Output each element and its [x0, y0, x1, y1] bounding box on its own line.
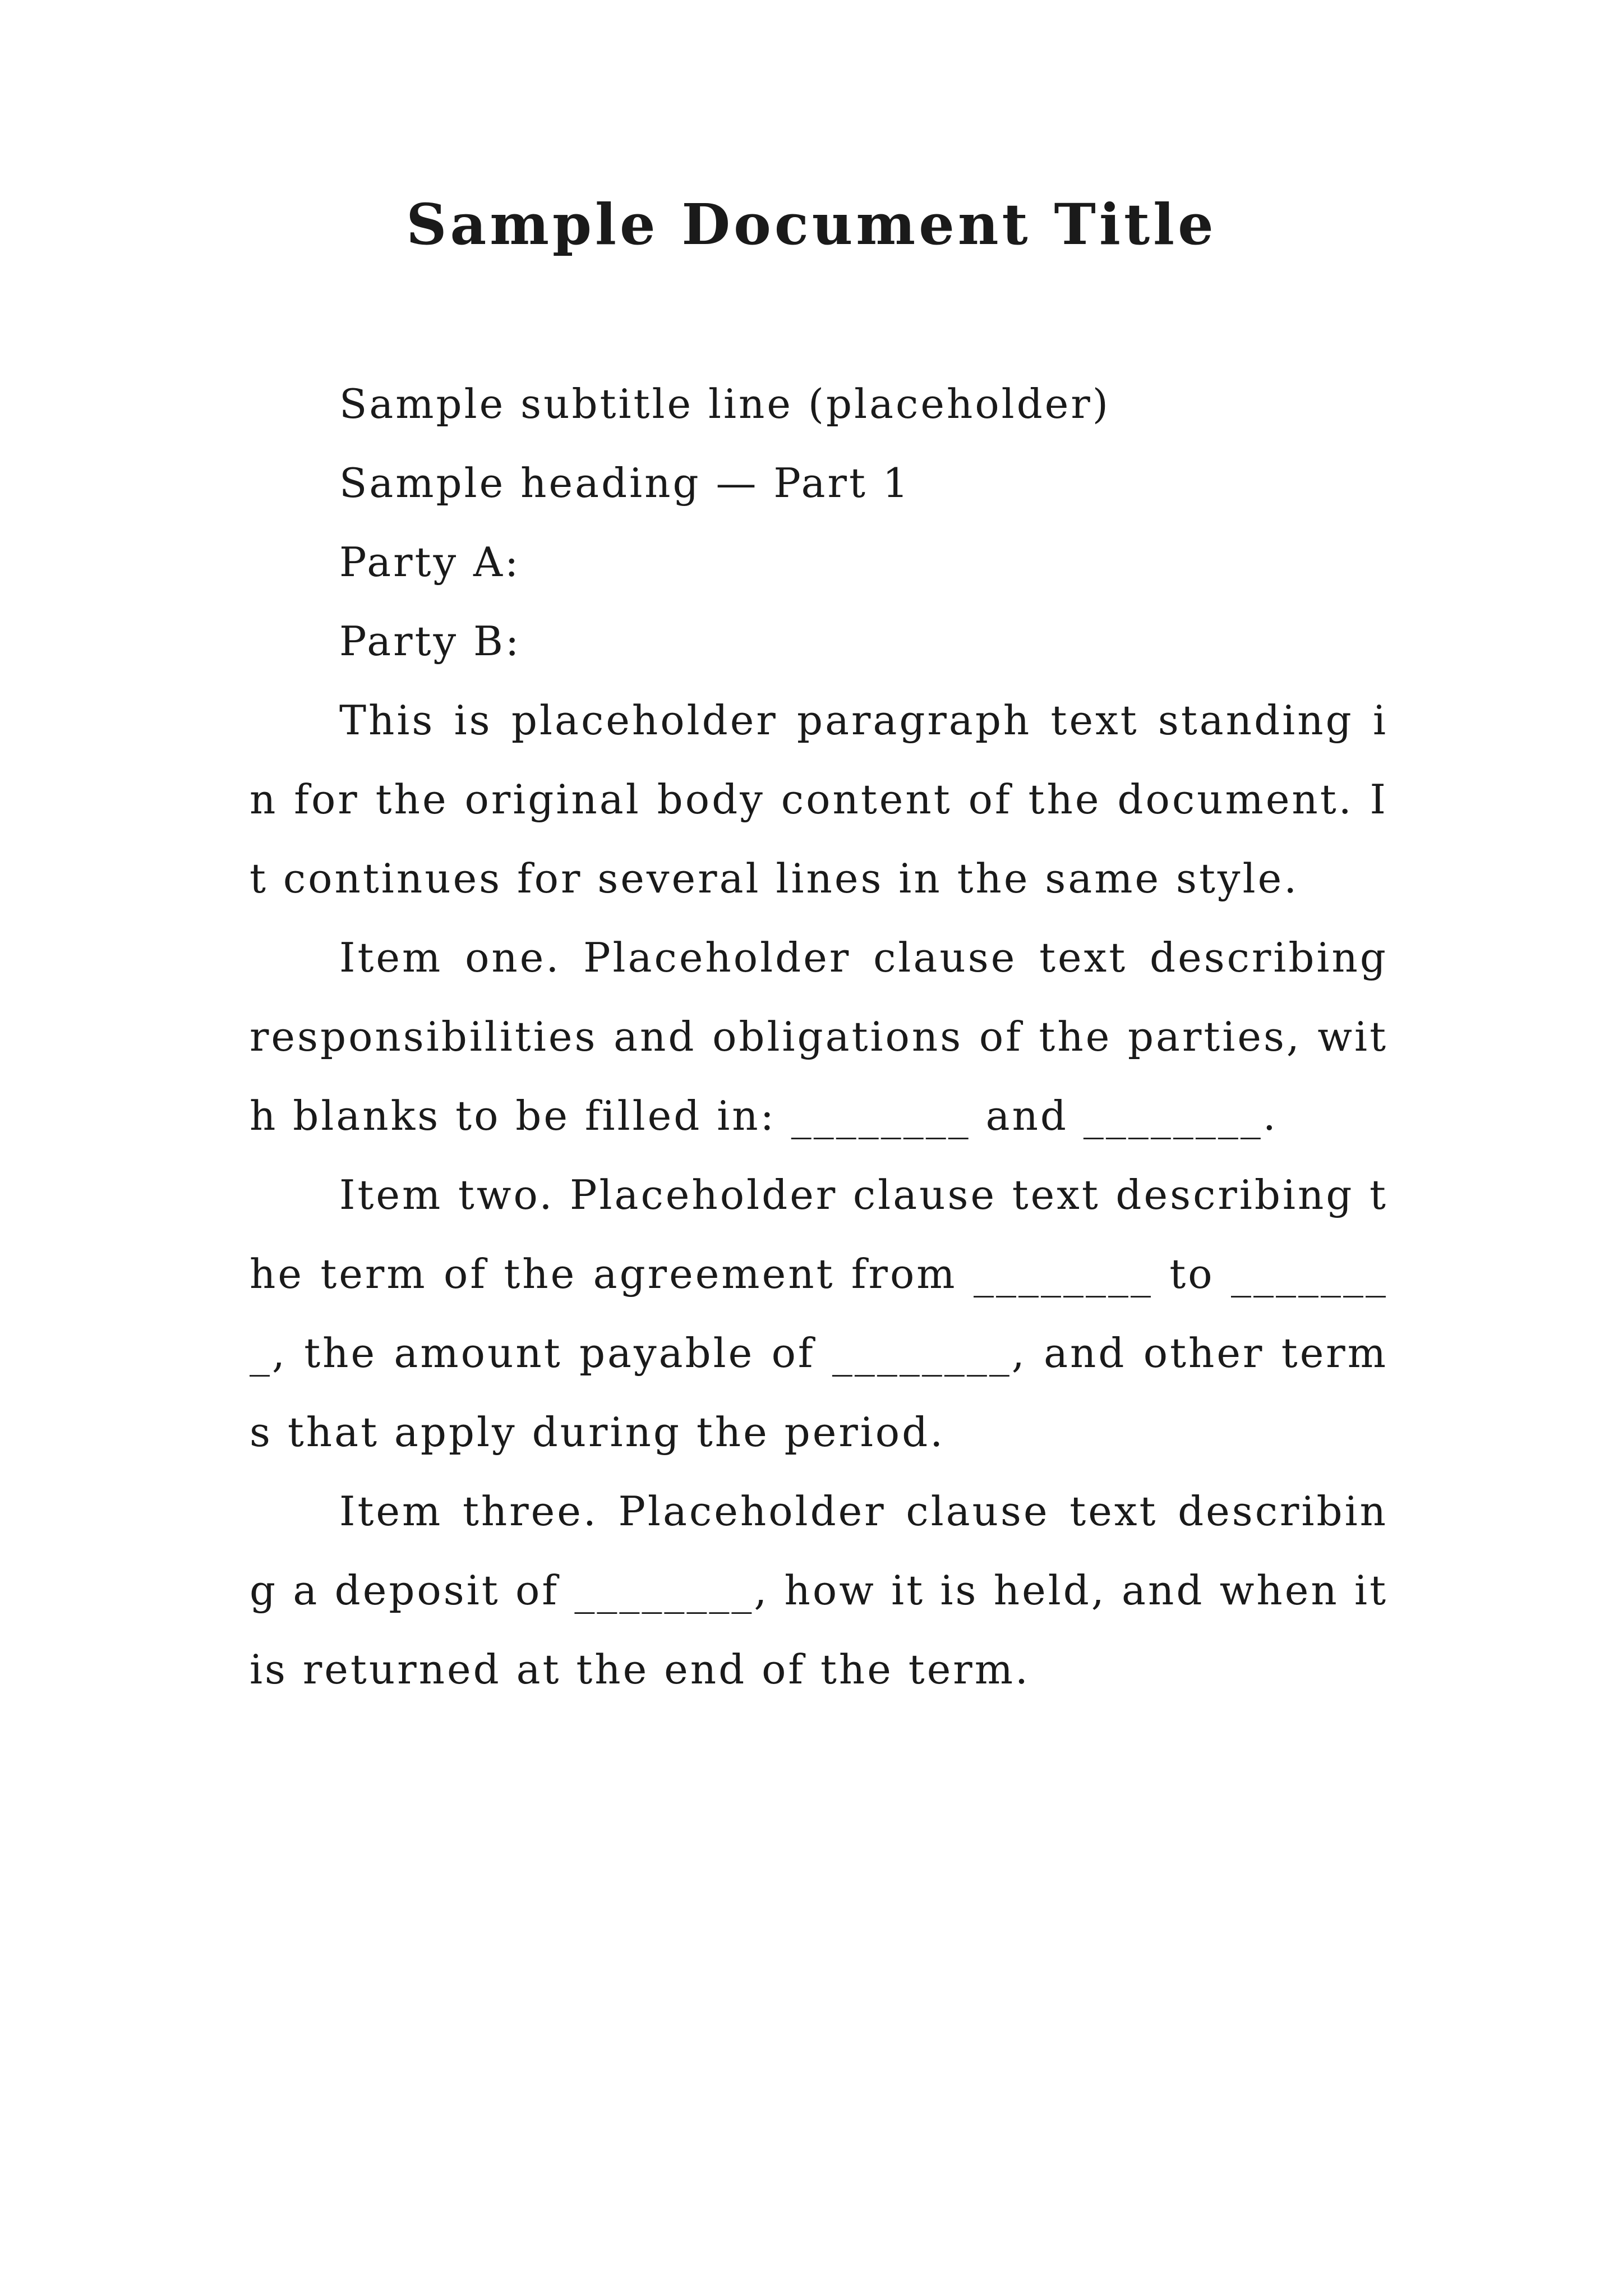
document-body — [250, 365, 1388, 1709]
section-heading: Sample heading — Part 1 — [339, 459, 911, 507]
party-a-label: Party A: — [339, 539, 521, 586]
document-subtitle: Sample subtitle line (placeholder) — [339, 380, 1110, 427]
document-title: Sample Document Title — [406, 191, 1217, 257]
clause-three: Item three. Placeholder clause text describing a deposit of ________, how it is held, and when it is returned at the end of the term. — [250, 1488, 1388, 1693]
intro-paragraph: This is placeholder paragraph text standing in for the original body content of the document. It continues for several lines in the same style. — [250, 697, 1388, 902]
clause-one: Item one. Placeholder clause text describing responsibilities and obligations of the parties, with blanks to be filled in: ________ and ________. — [250, 934, 1388, 1139]
party-b-label: Party B: — [339, 618, 522, 665]
clause-two: Item two. Placeholder clause text describing the term of the agreement from ________ to ________, the amount payable of ________, and other terms that apply during the period. — [250, 1171, 1388, 1456]
